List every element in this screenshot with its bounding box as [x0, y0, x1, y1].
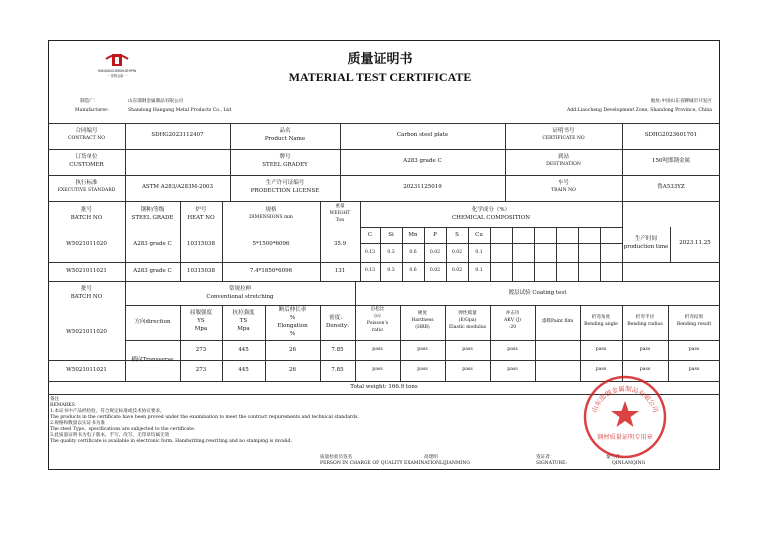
elastic-cn: 弹性模量: [458, 311, 477, 316]
chem-row1-cu: 0.1: [475, 250, 483, 255]
elastic-unit: (E/Gpa): [458, 318, 477, 323]
license-label-cn: 生产许可证编号: [265, 180, 305, 186]
chem-row2-mn: 0.6: [409, 268, 417, 273]
mech-row1-elastic: pass: [462, 347, 473, 352]
company-seal-icon: [581, 373, 669, 461]
destination: 150吨邯钢金属: [652, 158, 690, 164]
contract-no: SDHG2023112407: [151, 132, 204, 138]
contract-label-en: CONTRACT NO: [68, 136, 105, 141]
dest-label-cn: 到站: [557, 154, 569, 160]
element-si: Si: [388, 232, 394, 238]
address-cn: 地址:中国山东省聊城市开发区: [650, 99, 712, 104]
mech-row2-density: 7.85: [331, 367, 344, 373]
mech-row1-hardness: pass: [417, 347, 428, 352]
chem-batch-cn: 批号: [80, 207, 92, 213]
poisson-cn: 泊松比: [370, 307, 385, 312]
chem-row1-s: 0.02: [451, 250, 463, 255]
chem-row1-grade: A283 grade C: [133, 241, 172, 247]
bend-result-en: Bending result: [676, 322, 712, 327]
sign-label-cn: 签证者：: [536, 455, 555, 460]
prod-date: 2023.11.25: [679, 240, 711, 246]
grade-label-cn: 牌号: [279, 154, 291, 160]
standard-label-cn: 执行标准: [75, 180, 98, 186]
transverse-label: 横向Transverse: [131, 357, 174, 363]
ys-en: YS: [197, 318, 205, 324]
paint-film: 漆膜Paint film: [541, 319, 574, 324]
remark-line-3: 2.规格和数量以实证书为准: [50, 421, 105, 426]
remarks-label-en: REMARKS: [50, 403, 75, 408]
el-unit: %: [289, 331, 296, 337]
sign-label-en: SIGNATURE:: [536, 461, 568, 466]
coating-label: 镀层试验 Coating test: [508, 290, 567, 296]
remark-line-6: The quality certificate is available in electronic form. Handwriting,rewriting and no stamping is invalid.: [50, 439, 292, 444]
logo-text-cn: 一 邯钢金属 一: [106, 74, 128, 78]
chem-row1-batch: W5021011020: [66, 241, 107, 247]
remark-line-2: The products in the certificate have been proved under the examination to meet the contract requirements and technical standards.: [50, 415, 359, 420]
bend-radius-en: Bending radius: [627, 322, 663, 327]
chem-batch-en: BATCH NO: [70, 215, 103, 221]
mech-row2-radius: pass: [639, 367, 651, 372]
elastic-en: Elastic modulus: [448, 325, 487, 330]
mech-row2-el: 26: [289, 367, 296, 373]
mech-row1-el: 26: [289, 347, 296, 353]
title-cn: 质量证明书: [347, 52, 413, 67]
element-p: P: [433, 232, 437, 238]
tensile-en: Conventional stretching: [206, 294, 274, 300]
chem-weight-cn: 重量: [335, 204, 345, 209]
chem-row2-spec: 7.4*1850*6096: [249, 268, 293, 274]
cert-no: SDHG2023601701: [644, 132, 698, 138]
sign-name-cn: 秦兰青: [606, 455, 620, 460]
seal-ring-text: 山东邯钢金属制品有限公司: [590, 384, 660, 414]
element-c: C: [367, 232, 373, 238]
ts-unit: Mpa: [237, 326, 250, 332]
chem-grade-cn: 钢种/等级: [140, 207, 165, 213]
chem-row2-c: 0.13: [364, 268, 376, 273]
mech-row1-ts: 445: [238, 347, 249, 353]
qc-label-en: PERSON IN CHARGE OF QUALITY EXAMINATION: [320, 461, 441, 466]
cert-label-cn: 证明书号: [552, 128, 575, 134]
mech-row2-angle: pass: [595, 367, 607, 372]
impact-cn: 冲击功: [505, 311, 520, 316]
element-cu: Cu: [475, 232, 483, 238]
chem-spec-en: DIMENSIONS mm: [249, 215, 293, 220]
mech-batch-cn: 批号: [80, 286, 92, 292]
product-label-en: Product Name: [264, 136, 306, 142]
mech-row2-ys: 273: [195, 367, 207, 373]
ys-unit: Mpa: [194, 326, 208, 332]
mech-row1-result: pass: [688, 347, 700, 352]
mech-row2-ts: 445: [238, 367, 249, 373]
element-s: S: [455, 232, 459, 238]
remark-line-5: 3.此质量证明书为电子版本，手写、改写、无印章均属无效: [50, 433, 170, 438]
chem-comp-cn: 化学成分（%）: [471, 207, 511, 213]
grade-label-en: STEEL GRADEY: [262, 162, 308, 168]
address-en: Add:Liaocheng Development Zone, Shandong Province, China: [567, 108, 712, 113]
mech-row2-hardness: pass: [417, 367, 428, 372]
train-label-en: TRAIN NO: [551, 188, 576, 193]
manufacturer-label-en: Manufacturer:: [75, 108, 109, 113]
logo-text-en: HANGANGJINSHUZHIPIN: [97, 69, 137, 73]
chem-row2-heat: 10315038: [187, 268, 215, 274]
mech-row1-ys: 273: [195, 347, 207, 353]
chem-row1-c: 0.13: [364, 250, 376, 255]
mech-row1-radius: pass: [639, 347, 651, 352]
chem-heat-cn: 炉号: [195, 207, 207, 213]
prod-time-label-en: production time: [623, 244, 669, 250]
customer-label-en: CUSTOMER: [69, 162, 104, 168]
mech-row1-batch: W5021011020: [66, 329, 107, 335]
bend-angle-cn: 折弯角度: [591, 315, 611, 320]
hardness-en: Hardness: [411, 318, 434, 323]
ys-cn: 屈服强度: [189, 310, 212, 316]
density-en: Density:: [326, 323, 349, 329]
impact-temp: -20: [508, 325, 517, 330]
chem-row2-s: 0.02: [451, 268, 463, 273]
mech-row2-elastic: pass: [462, 367, 473, 372]
mech-row2-result: pass: [688, 367, 700, 372]
bend-result-cn: 折弯结果: [684, 315, 704, 320]
qc-name-en: LIJIANMING: [440, 461, 471, 466]
tensile-cn: 常规拉伸: [228, 286, 251, 292]
chem-weight-unit: Ton: [335, 218, 345, 223]
el-pct: %: [289, 315, 296, 321]
chem-row1-mn: 0.6: [409, 250, 417, 255]
remarks-label-cn: 备注: [50, 397, 60, 402]
mech-row1-poisson: pass: [372, 347, 383, 352]
remark-line-4: The steel Type、specifications are subjected to the certificate.: [50, 427, 196, 432]
license-label-en: PRODECTION LICENSE: [250, 188, 320, 194]
mech-row2-batch: W5021011021: [66, 367, 107, 373]
impact-en: AKV (J): [504, 318, 521, 323]
grade-value: A283 grade C: [403, 158, 442, 164]
ts-cn: 抗拉强度: [232, 310, 255, 316]
chem-row2-grade: A283 grade C: [133, 268, 172, 274]
chem-row1-weight: 35.9: [333, 241, 347, 247]
element-mn: Mn: [408, 232, 418, 238]
bend-angle-en: Bending angle: [584, 322, 618, 327]
manufacturer-label-cn: 制造厂：: [80, 99, 99, 104]
chem-row1-si: 0.3: [387, 250, 395, 255]
mech-row2-impact: pass: [507, 367, 518, 372]
total-weight: Total weight: 166.9 tons: [350, 384, 418, 390]
dest-label-en: DESTINATION: [546, 162, 581, 167]
mech-row1-angle: pass: [595, 347, 607, 352]
mech-batch-en: BATCH NO: [70, 294, 103, 300]
manufacturer-cn: 山东邯钢金属制品有限公司: [128, 99, 184, 104]
poisson-en2: ratio: [371, 328, 383, 333]
mech-row1-density: 7.85: [331, 347, 344, 353]
chem-grade-en: STEEL GRADE: [131, 215, 174, 221]
qc-name-cn: 高建明: [424, 455, 438, 460]
qc-label-cn: 质量检验员签名: [320, 455, 353, 460]
cert-label-en: CERTIFICATE NO: [542, 136, 585, 141]
chem-row2-weight: 131: [334, 268, 346, 274]
mech-row2-poisson: pass: [372, 367, 383, 372]
ts-en: TS: [239, 318, 248, 324]
remark-line-1: 1.本证书中产品经检验，符合规定标准或技术协议要求。: [50, 409, 165, 414]
sign-name-en: QINLANQING: [612, 461, 646, 466]
chem-row2-batch: W5021011021: [66, 268, 107, 274]
direction-label: 方向direction: [134, 319, 171, 325]
license: 20231125019: [403, 184, 442, 190]
train-no: 鲁A533YZ: [657, 184, 685, 190]
product-name: Carbon steel plate: [396, 132, 449, 138]
seal-center-text: 钢材质量证明专用章: [597, 434, 653, 441]
hardness-cn: 硬度: [417, 311, 428, 316]
standard: ASTM A283/A283M-2003: [141, 184, 214, 190]
chem-weight-en: WEIGHT: [329, 211, 351, 216]
chem-row2-si: 0.3: [387, 268, 395, 273]
chem-row1-spec: 5*1500*6096: [252, 241, 290, 247]
bend-radius-cn: 折弯半径: [635, 315, 655, 320]
chem-spec-cn: 规格: [265, 207, 277, 213]
chem-row2-cu: 0.1: [475, 268, 483, 273]
chem-row2-p: 0.02: [429, 268, 441, 273]
poisson-en: Poisson's: [366, 321, 389, 326]
product-label-cn: 品名: [279, 128, 291, 134]
prod-time-label: 生产时间: [634, 236, 657, 242]
contract-label-cn: 合同编号: [75, 128, 98, 134]
chem-row1-heat: 10315038: [187, 241, 215, 247]
customer-label-cn: 订货单位: [75, 154, 98, 160]
chem-heat-en: HEAT NO: [187, 215, 215, 221]
train-label-cn: 车号: [557, 180, 569, 186]
title-en: MATERIAL TEST CERTIFICATE: [288, 70, 472, 84]
manufacturer-en: Shandong Hangang Metal Products Co., Ltd: [128, 108, 232, 113]
el-cn: 断后伸长率: [278, 307, 307, 313]
chem-comp-en: CHEMICAL COMPOSITION: [451, 215, 531, 221]
standard-label-en: EXECUTIVE STANDARD: [57, 188, 116, 193]
el-en: Elongation: [277, 323, 308, 329]
poisson-sym: (ν): [374, 314, 381, 319]
hardness-unit: (HRB): [415, 325, 430, 330]
chem-row1-p: 0.02: [429, 250, 441, 255]
mech-row1-impact: pass: [507, 347, 518, 352]
density-cn: 密度：: [329, 315, 346, 321]
